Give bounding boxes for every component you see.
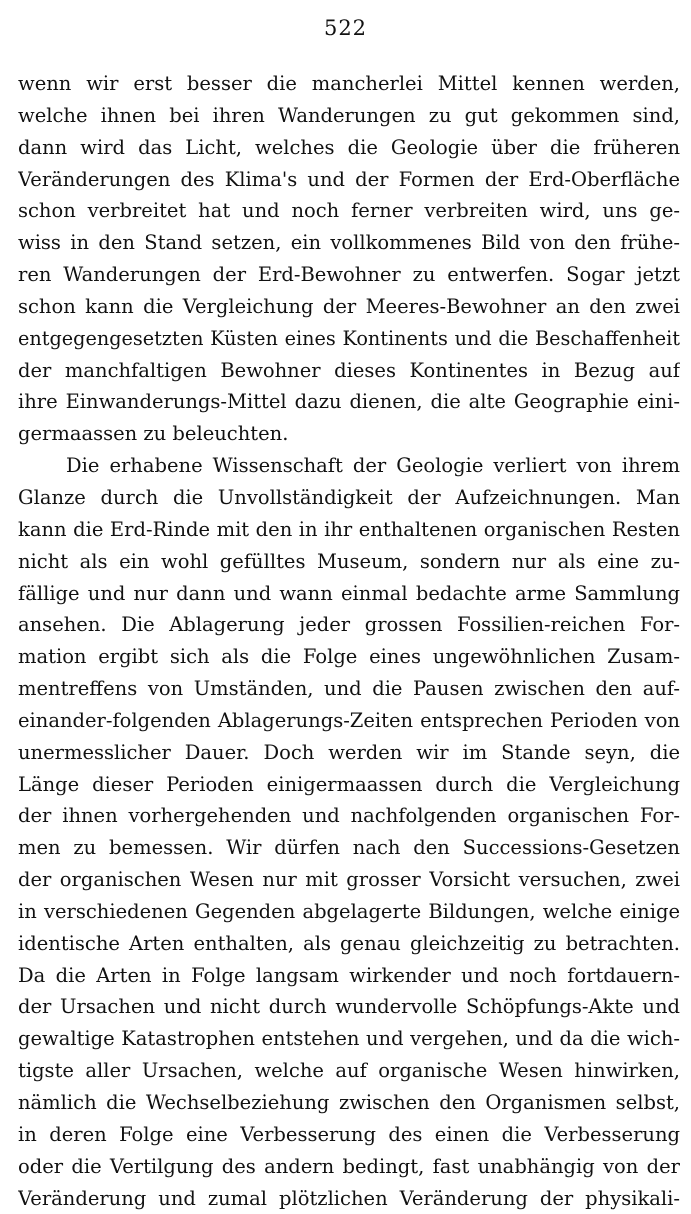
body-text	[18, 68, 680, 1214]
text-line: in deren Folge eine Verbesserung des einen die Verbesserung	[18, 1122, 680, 1146]
text-line: Glanze durch die Unvollständigkeit der Aufzeichnungen. Man	[18, 485, 680, 509]
page-number: 522	[323, 16, 368, 40]
text-line: der ihnen vorhergehenden und nachfolgenden organischen For-	[18, 804, 680, 828]
text-line: schon kann die Vergleichung der Meeres-Bewohner an den zwei	[18, 294, 680, 318]
text-line: entgegengesetzten Küsten eines Kontinents und die Beschaffenheit	[18, 326, 680, 350]
text-line: wiss in den Stand setzen, ein vollkommenes Bild von den frühe-	[18, 231, 680, 255]
text-line: tigste aller Ursachen, welche auf organische Wesen hinwirken,	[18, 1059, 680, 1083]
text-line: unermesslicher Dauer. Doch werden wir im Stande seyn, die	[18, 740, 680, 764]
text-line: ihre Einwanderungs-Mittel dazu dienen, die alte Geographie eini-	[18, 390, 680, 414]
text-line: men zu bemessen. Wir dürfen nach den Successions-Gesetzen	[18, 836, 680, 860]
text-line: gewaltige Katastrophen entstehen und vergehen, und da die wich-	[18, 1027, 680, 1051]
text-line: Veränderungen des Klima's und der Formen der Erd-Oberfläche	[18, 167, 680, 191]
text-line: mentreffens von Umständen, und die Pausen zwischen den auf-	[18, 677, 680, 701]
text-line: ansehen. Die Ablagerung jeder grossen Fossilien-reichen For-	[18, 613, 680, 637]
text-line: wenn wir erst besser die mancherlei Mittel kennen werden,	[18, 72, 680, 95]
text-line: Länge dieser Perioden einigermaassen durch die Vergleichung	[18, 772, 680, 796]
text-line: ren Wanderungen der Erd-Bewohner zu entwerfen. Sogar jetzt	[18, 263, 680, 287]
text-line: Da die Arten in Folge langsam wirkender und noch fortdauern-	[18, 963, 680, 987]
text-line: kann die Erd-Rinde mit den in ihr enthaltenen organischen Resten	[18, 517, 680, 541]
text-line: der organischen Wesen nur mit grosser Vorsicht versuchen, zwei	[18, 868, 680, 892]
text-line: Veränderung und zumal plötzlichen Veränderung der physikali-	[18, 1186, 680, 1210]
text-line-paragraph-end: germaassen zu beleuchten.	[18, 422, 289, 446]
text-line: welche ihnen bei ihren Wanderungen zu gut gekommen sind,	[18, 103, 680, 127]
text-line: einander-folgenden Ablagerungs-Zeiten entsprechen Perioden von	[18, 708, 680, 732]
text-line: der Ursachen und nicht durch wundervolle Schöpfungs-Akte und	[18, 995, 680, 1019]
text-line: schon verbreitet hat und noch ferner verbreiten wird, uns ge-	[18, 199, 680, 223]
text-line-paragraph-start: Die erhabene Wissenschaft der Geologie verliert von ihrem	[66, 454, 680, 478]
text-line: identische Arten enthalten, als genau gleichzeitig zu betrachten.	[18, 931, 680, 955]
text-line: mation ergibt sich als die Folge eines ungewöhnlichen Zusam-	[18, 645, 680, 669]
text-line: nicht als ein wohl gefülltes Museum, sondern nur als eine zu-	[18, 549, 680, 573]
text-line: oder die Vertilgung des andern bedingt, fast unabhängig von der	[18, 1154, 680, 1178]
text-line: dann wird das Licht, welches die Geologie über die früheren	[18, 135, 680, 159]
text-line: nämlich die Wechselbeziehung zwischen den Organismen selbst,	[18, 1091, 680, 1114]
text-line: in verschiedenen Gegenden abgelagerte Bildungen, welche einige	[18, 899, 680, 923]
text-line: fällige und nur dann und wann einmal bedachte arme Sammlung	[18, 581, 680, 605]
text-line: der manchfaltigen Bewohner dieses Kontinentes in Bezug auf	[18, 358, 680, 382]
